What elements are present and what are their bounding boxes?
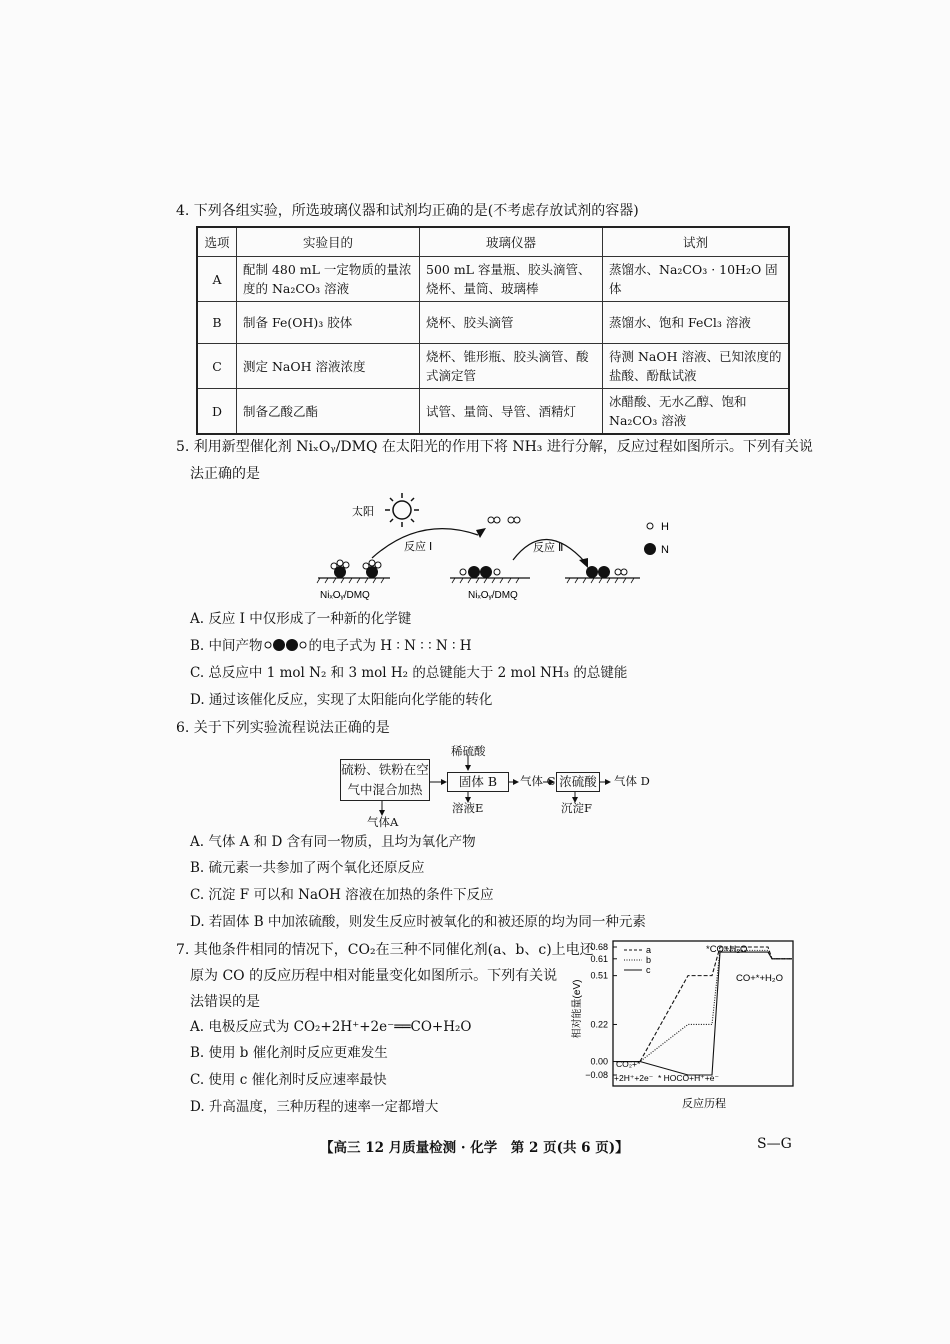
table-header: 玻璃仪器	[420, 227, 603, 257]
legend-label-c: c	[646, 965, 651, 975]
table-cell: A	[197, 257, 237, 302]
flow-box-solid-b: 固体 B	[447, 772, 509, 792]
q7-option-b: B. 使用 b 催化剂时反应更难发生	[190, 1045, 388, 1061]
table-cell: 测定 NaOH 溶液浓度	[237, 344, 420, 389]
table-header: 试剂	[603, 227, 790, 257]
gas-c-label: 气体 C	[520, 774, 556, 788]
legend-n-label: N	[661, 544, 669, 556]
table-cell: 试管、量筒、导管、酒精灯	[420, 389, 603, 435]
q5-option-a: A. 反应 Ⅰ 中仅形成了一种新的化学键	[190, 611, 412, 627]
legend-h-label: H	[661, 521, 669, 533]
q6-stem: 6. 关于下列实验流程说法正确的是	[176, 720, 390, 736]
sun-label: 太阳	[352, 506, 374, 518]
catalyst-label: NiₓOᵧ/DMQ	[468, 590, 518, 601]
nh3-molecule	[331, 560, 349, 578]
q7-stem-line1: 7. 其他条件相同的情况下，CO₂在三种不同催化剂(a、b、c)上电还	[176, 942, 594, 958]
precipitate-f-label: 沉淀F	[561, 801, 592, 815]
q7-stem-line2: 原为 CO 的反应历程中相对能量变化如图所示。下列有关说	[190, 968, 558, 984]
catalyst-label: NiₓOᵧ/DMQ	[320, 590, 370, 601]
q6-option-d: D. 若固体 B 中加浓硫酸，则发生反应时被氧化的和被还原的均为同一种元素	[190, 914, 646, 930]
y-tick-label: 0.68	[590, 942, 608, 952]
q5-option-d: D. 通过该催化反应，实现了太阳能向化学能的转化	[190, 692, 493, 708]
nh3-decomposition-diagram	[300, 490, 680, 605]
q5-option-b	[190, 636, 472, 656]
nitrogen-legend-icon	[644, 543, 656, 555]
y-tick-label: 0.22	[590, 1019, 608, 1030]
q5-stem-line2: 法正确的是	[190, 466, 260, 482]
x-axis-label: 反应历程	[682, 1098, 726, 1110]
table-cell: 配制 480 mL 一定物质的量浓度的 Na₂CO₃ 溶液	[237, 257, 420, 302]
legend-label-a: a	[646, 945, 652, 955]
experiment-table	[196, 226, 790, 435]
gas-d-label: 气体 D	[614, 774, 650, 788]
table-row	[197, 389, 789, 435]
q4-stem: 4. 下列各组实验，所选玻璃仪器和试剂均正确的是(不考虑存放试剂的容器)	[176, 203, 639, 219]
y-tick-label: 0.51	[590, 970, 608, 981]
table-cell: 烧杯、锥形瓶、胶头滴管、酸式滴定管	[420, 344, 603, 389]
h2-molecule	[488, 517, 520, 523]
table-row	[197, 344, 789, 389]
q5-option-b-suffix: 的电子式为 H ∶ N ∶ ∶ N ∶ H	[308, 638, 472, 654]
flow-box-conc-acid: 浓硫酸	[556, 772, 600, 792]
q7-option-d: D. 升高温度，三种历程的速率一定都增大	[190, 1099, 439, 1115]
q7-option-c: C. 使用 c 催化剂时反应速率最快	[190, 1072, 387, 1088]
energy-profile-chart	[560, 935, 800, 1113]
h2-molecule	[615, 569, 627, 575]
reaction2-label: 反应 Ⅱ	[533, 542, 564, 554]
n2-molecule	[586, 566, 610, 578]
series-line-b	[616, 950, 792, 1061]
q5-option-b-prefix: B. 中间产物	[190, 638, 263, 654]
y-axis-label: 相对能量(eV)	[572, 979, 583, 1039]
table-cell: 蒸馏水、饱和 FeCl₃ 溶液	[603, 302, 790, 344]
annotation-start: CO₂+*	[616, 1059, 641, 1069]
gas-a-label: 气体A	[367, 815, 399, 829]
table-header-row	[197, 227, 789, 257]
series-line-a	[616, 947, 792, 1062]
table-cell: 待测 NaOH 溶液、已知浓度的盐酸、酚酞试液	[603, 344, 790, 389]
q5-option-c: C. 总反应中 1 mol N₂ 和 3 mol H₂ 的总键能大于 2 mol NH₃ 的总键能	[190, 665, 628, 681]
intermediate-molecule-icon	[263, 638, 309, 652]
sun-icon	[385, 493, 419, 527]
hydrogen-legend-icon	[647, 523, 653, 529]
table-header: 选项	[197, 227, 237, 257]
table-row	[197, 302, 789, 344]
q7-stem-line3: 法错误的是	[190, 994, 260, 1010]
table-cell: B	[197, 302, 237, 344]
legend-label-b: b	[646, 955, 652, 965]
intermediate-molecule	[460, 566, 500, 578]
table-header: 实验目的	[237, 227, 420, 257]
dilute-acid-label: 稀硫酸	[451, 744, 486, 758]
nh3-molecule	[363, 560, 381, 578]
annotation-end: CO+*+H₂O	[736, 973, 783, 984]
flow-box-heating-line2: 气中混合加热	[347, 782, 423, 797]
table-cell: 制备 Fe(OH)₃ 胶体	[237, 302, 420, 344]
y-tick-label: −0.08	[585, 1070, 608, 1080]
annotation-start2: +2H⁺+2e⁻	[614, 1073, 654, 1083]
table-cell: D	[197, 389, 237, 435]
table-row	[197, 257, 789, 302]
y-tick-label: 0.00	[590, 1056, 608, 1067]
flow-box-heating-line1: 硫粉、铁粉在空	[341, 762, 429, 777]
q6-option-a: A. 气体 A 和 D 含有同一物质，且均为氧化产物	[190, 834, 476, 850]
annotation-mid: * HOCO+H⁺+e⁻	[658, 1073, 719, 1083]
table-cell: 500 mL 容量瓶、胶头滴管、烧杯、量筒、玻璃棒	[420, 257, 603, 302]
table-cell: C	[197, 344, 237, 389]
table-cell: 烧杯、胶头滴管	[420, 302, 603, 344]
annotation-top: *CO+H₂O	[706, 944, 748, 955]
paper-code: S—G	[757, 1136, 792, 1152]
reaction1-label: 反应 Ⅰ	[404, 541, 433, 553]
q5-stem-line1: 5. 利用新型催化剂 NiₓOᵧ/DMQ 在太阳光的作用下将 NH₃ 进行分解，反应过程如图所示。下列有关说	[176, 439, 813, 455]
y-tick-label: 0.61	[590, 953, 608, 964]
table-cell: 蒸馏水、Na₂CO₃ · 10H₂O 固体	[603, 257, 790, 302]
q6-option-b: B. 硫元素一共参加了两个氧化还原反应	[190, 860, 425, 876]
page-footer: 【高三 12 月质量检测 · 化学 第 2 页(共 6 页)】	[320, 1140, 629, 1156]
q6-option-c: C. 沉淀 F 可以和 NaOH 溶液在加热的条件下反应	[190, 887, 494, 903]
q7-option-a: A. 电极反应式为 CO₂+2H⁺+2e⁻══CO+H₂O	[190, 1019, 472, 1035]
table-cell: 冰醋酸、无水乙醇、饱和 Na₂CO₃ 溶液	[603, 389, 790, 435]
series-line-c	[616, 952, 792, 1075]
solution-e-label: 溶液E	[452, 801, 484, 815]
flow-box-heating	[340, 759, 430, 801]
table-cell: 制备乙酸乙酯	[237, 389, 420, 435]
